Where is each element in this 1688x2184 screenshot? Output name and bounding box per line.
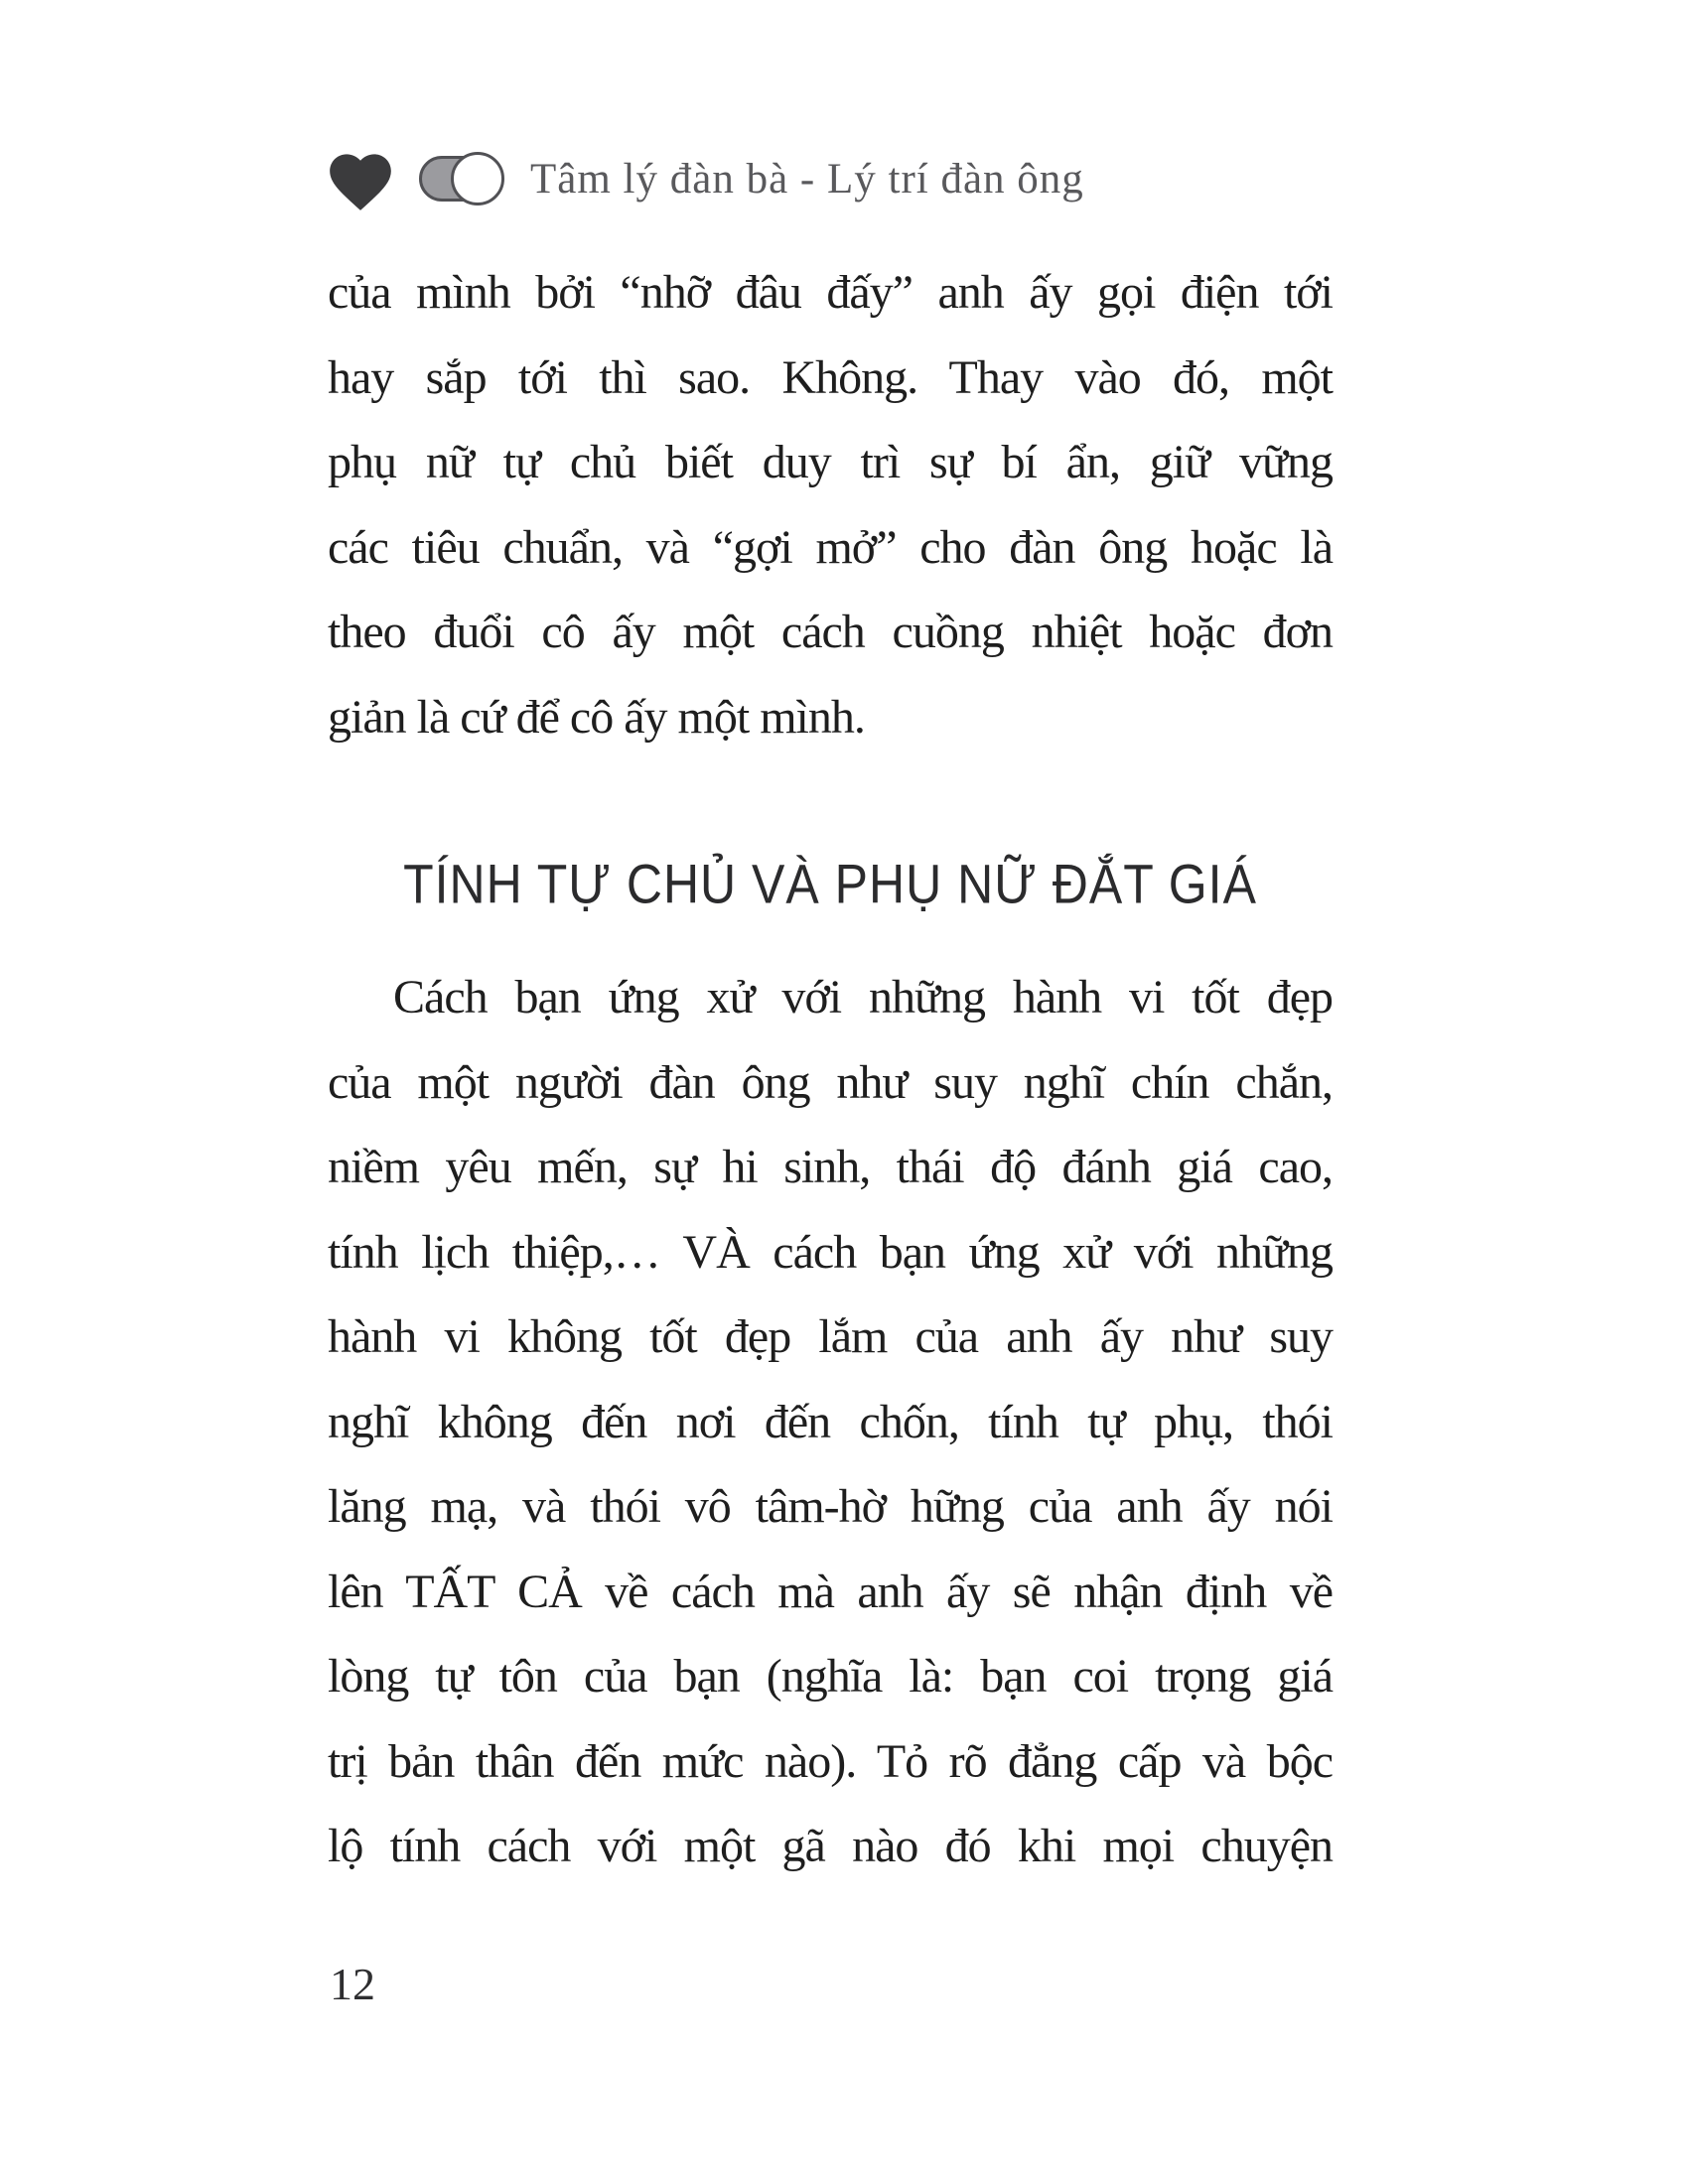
text-line: niềm yêu mến, sự hi sinh, thái độ đánh giá cao, — [328, 1141, 1333, 1193]
page-number: 12 — [330, 1959, 375, 2009]
text-line: lên TẤT CẢ về cách mà anh ấy sẽ nhận định về — [328, 1565, 1333, 1618]
text-line: hành vi không tốt đẹp lắm của anh ấy như suy — [328, 1310, 1333, 1363]
text-line: theo đuổi cô ấy một cách cuồng nhiệt hoặc đơn — [328, 606, 1333, 658]
toggle-knob — [451, 152, 504, 205]
text-line: các tiêu chuẩn, và “gợi mở” cho đàn ông hoặc là — [328, 520, 1333, 574]
text-line: nghĩ không đến nơi đến chốn, tính tự phụ, thói — [328, 1395, 1333, 1448]
running-head-title: Tâm lý đàn bà - Lý trí đàn ông — [530, 155, 1084, 203]
paragraph-body — [328, 955, 1333, 1889]
heart-icon — [324, 144, 397, 213]
text-line: trị bản thân đến mức nào). Tỏ rõ đẳng cấp và bộc — [328, 1734, 1333, 1788]
text-line: lăng mạ, và thói vô tâm-hờ hững của anh ấy nói — [328, 1480, 1333, 1533]
toggle-icon — [419, 156, 500, 202]
page-header — [324, 141, 1084, 216]
text-line: hay sắp tới thì sao. Không. Thay vào đó, một — [328, 350, 1333, 404]
text-line: tính lịch thiệp,… VÀ cách bạn ứng xử với những — [328, 1225, 1333, 1279]
text-line: lộ tính cách với một gã nào đó khi mọi chuyện — [328, 1820, 1333, 1872]
section-heading: TÍNH TỰ CHỦ VÀ PHỤ NỮ ĐẮT GIÁ — [403, 853, 1257, 915]
text-line: lòng tự tôn của bạn (nghĩa là: bạn coi trọng giá — [328, 1650, 1333, 1703]
text-line: giản là cứ để cô ấy một mình. — [328, 690, 865, 744]
text-line: của một người đàn ông như suy nghĩ chín chắn, — [328, 1055, 1333, 1109]
text-line: của mình bởi “nhỡ đâu đấy” anh ấy gọi điện tới — [328, 266, 1333, 319]
text-line: Cách bạn ứng xử với những hành vi tốt đẹp — [393, 971, 1333, 1024]
text-line: phụ nữ tự chủ biết duy trì sự bí ẩn, giữ vững — [328, 436, 1333, 488]
paragraph-continued — [328, 250, 1333, 759]
